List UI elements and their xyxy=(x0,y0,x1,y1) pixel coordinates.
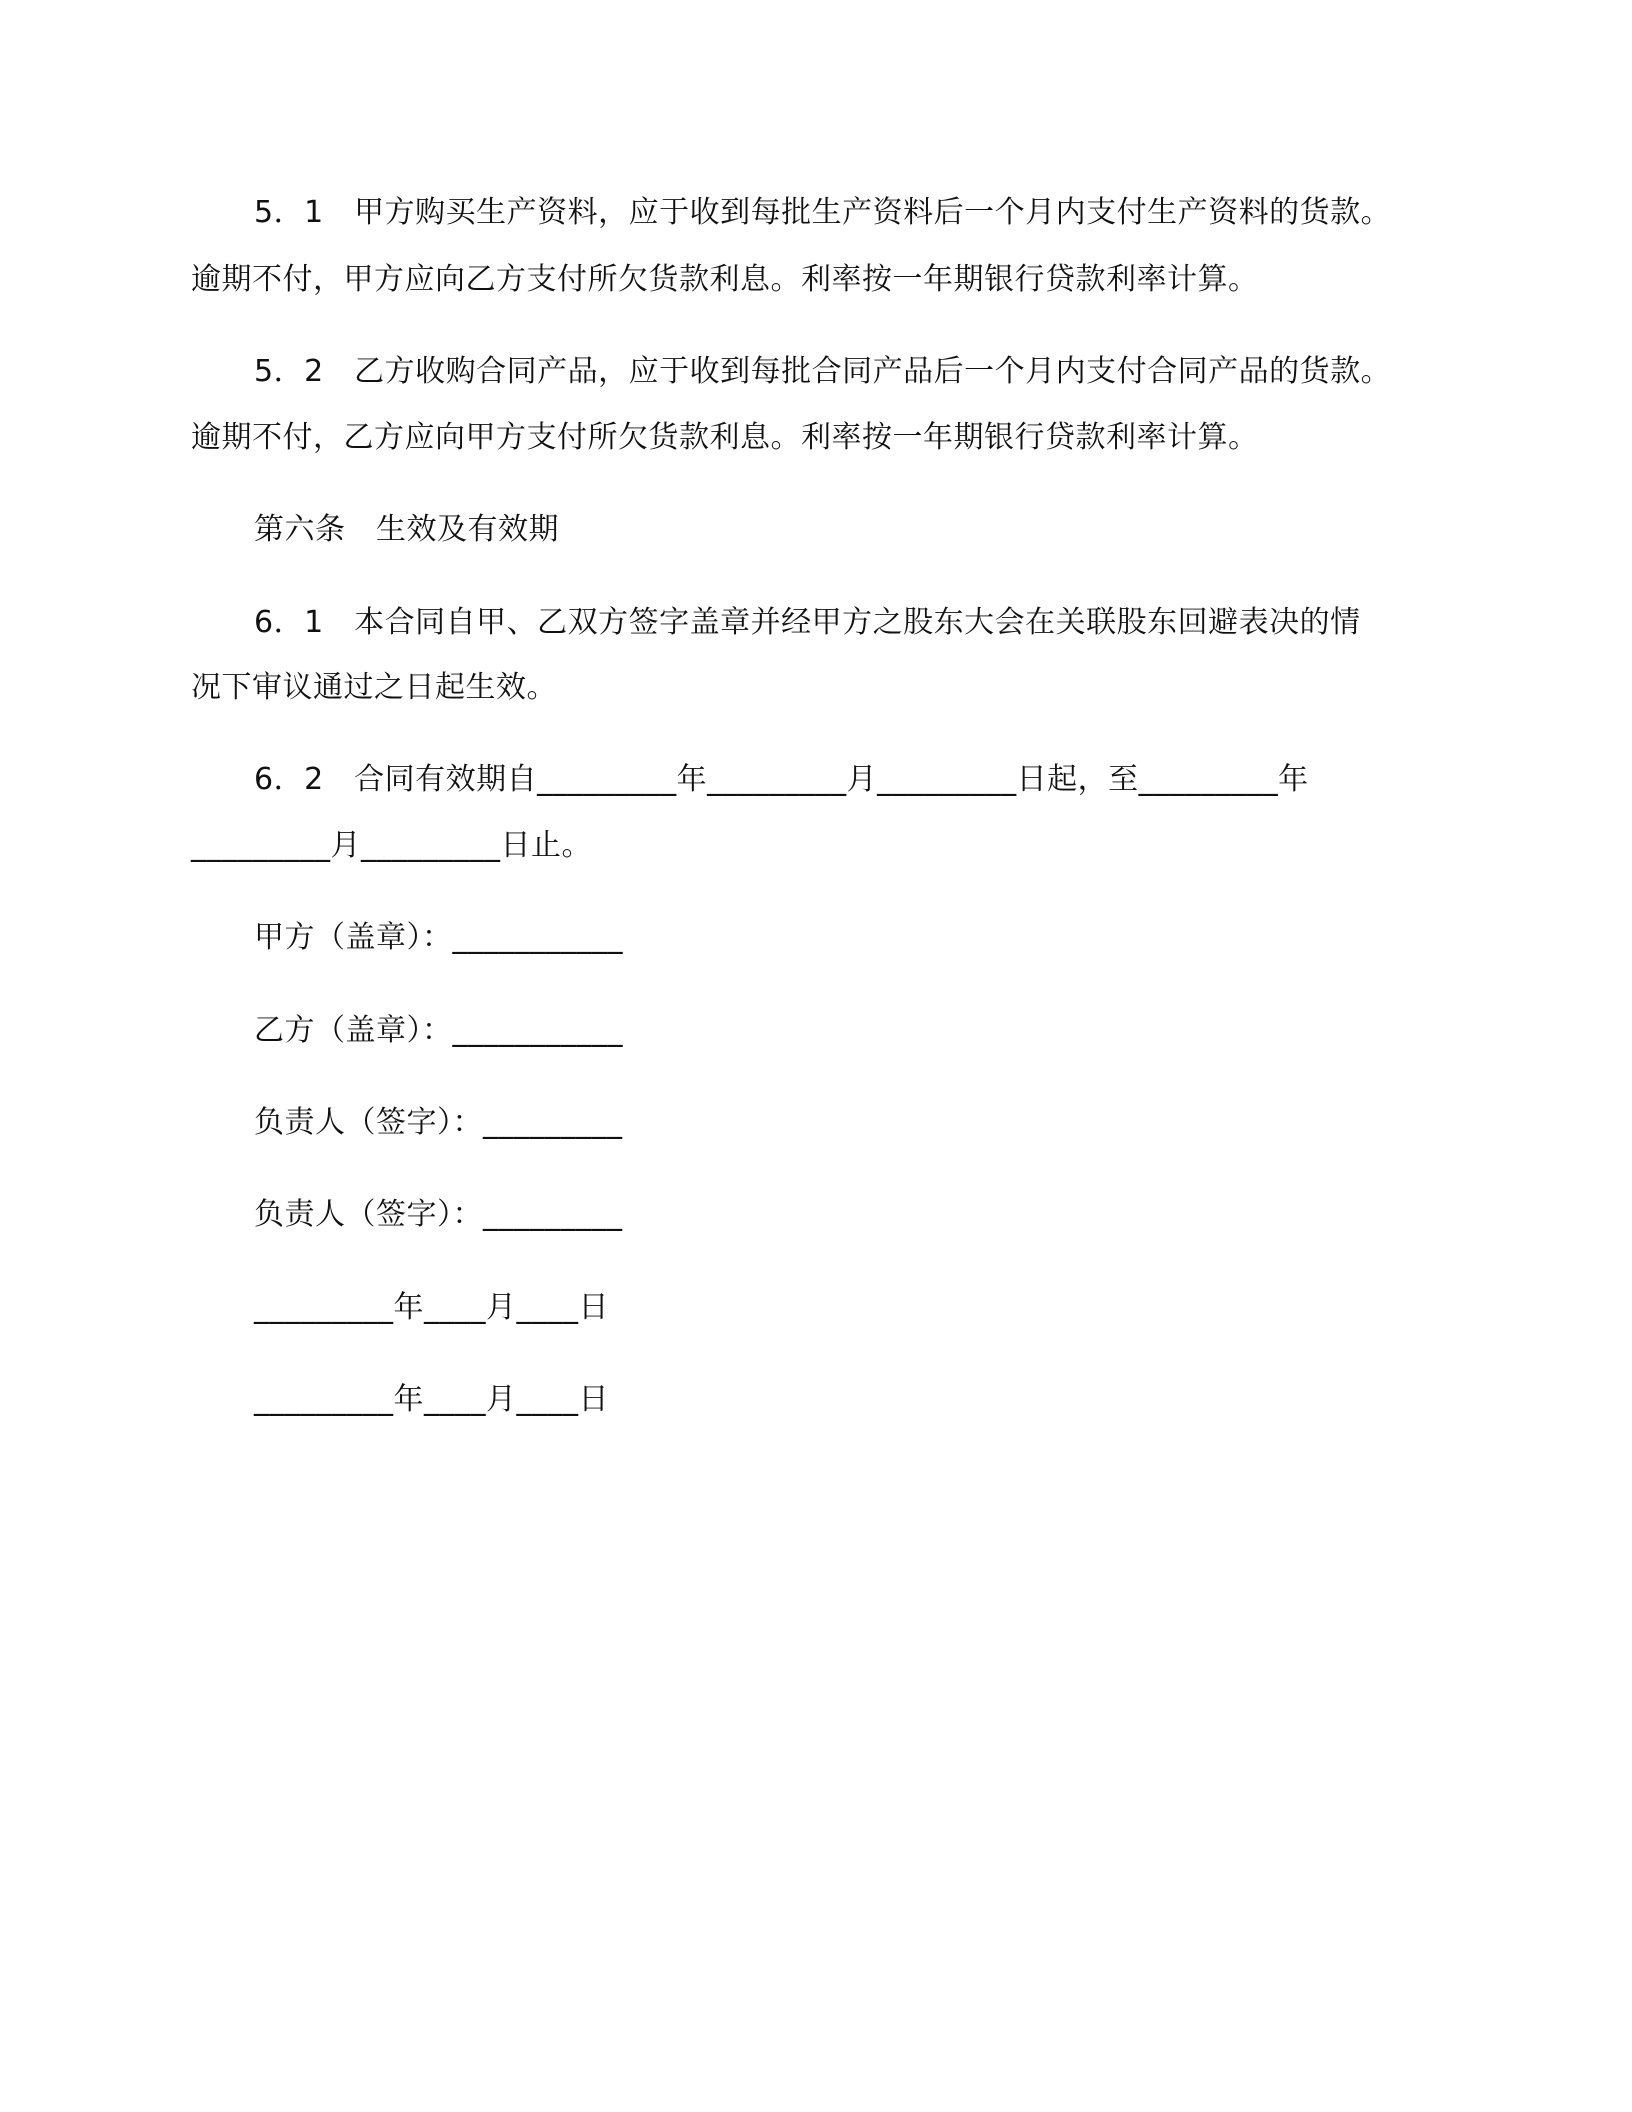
clause-6-2-line-1: 6．2 合同有效期自_________年_________月_________日起，至_________年 xyxy=(254,762,1309,797)
clause-6-1-line-2: 况下审议通过之日起生效。 xyxy=(191,670,557,705)
clause-5-1-line-1: 5．1 甲方购买生产资料，应于收到每批生产资料后一个月内支付生产资料的货款。 xyxy=(254,195,1392,230)
responsible-sign-line-2: 负责人（签字）：_________ xyxy=(254,1197,623,1232)
date-line-1: _________年____月____日 xyxy=(254,1290,609,1325)
clause-6-2-line-2: _________月_________日止。 xyxy=(191,828,592,863)
clause-5-2-line-1: 5．2 乙方收购合同产品，应于收到每批合同产品后一个月内支付合同产品的货款。 xyxy=(254,354,1392,389)
clause-6-1-line-1: 6．1 本合同自甲、乙双方签字盖章并经甲方之股东大会在关联股东回避表决的情 xyxy=(254,605,1361,640)
article-6-heading: 第六条 生效及有效期 xyxy=(254,512,559,547)
date-line-2: _________年____月____日 xyxy=(254,1382,609,1417)
clause-5-1-line-2: 逾期不付，甲方应向乙方支付所欠货款利息。利率按一年期银行贷款利率计算。 xyxy=(191,262,1259,297)
clause-5-2-line-2: 逾期不付，乙方应向甲方支付所欠货款利息。利率按一年期银行贷款利率计算。 xyxy=(191,420,1259,455)
party-a-seal-line: 甲方（盖章）：___________ xyxy=(254,920,623,955)
responsible-sign-line-1: 负责人（签字）：_________ xyxy=(254,1105,623,1140)
party-b-seal-line: 乙方（盖章）：___________ xyxy=(254,1013,623,1048)
